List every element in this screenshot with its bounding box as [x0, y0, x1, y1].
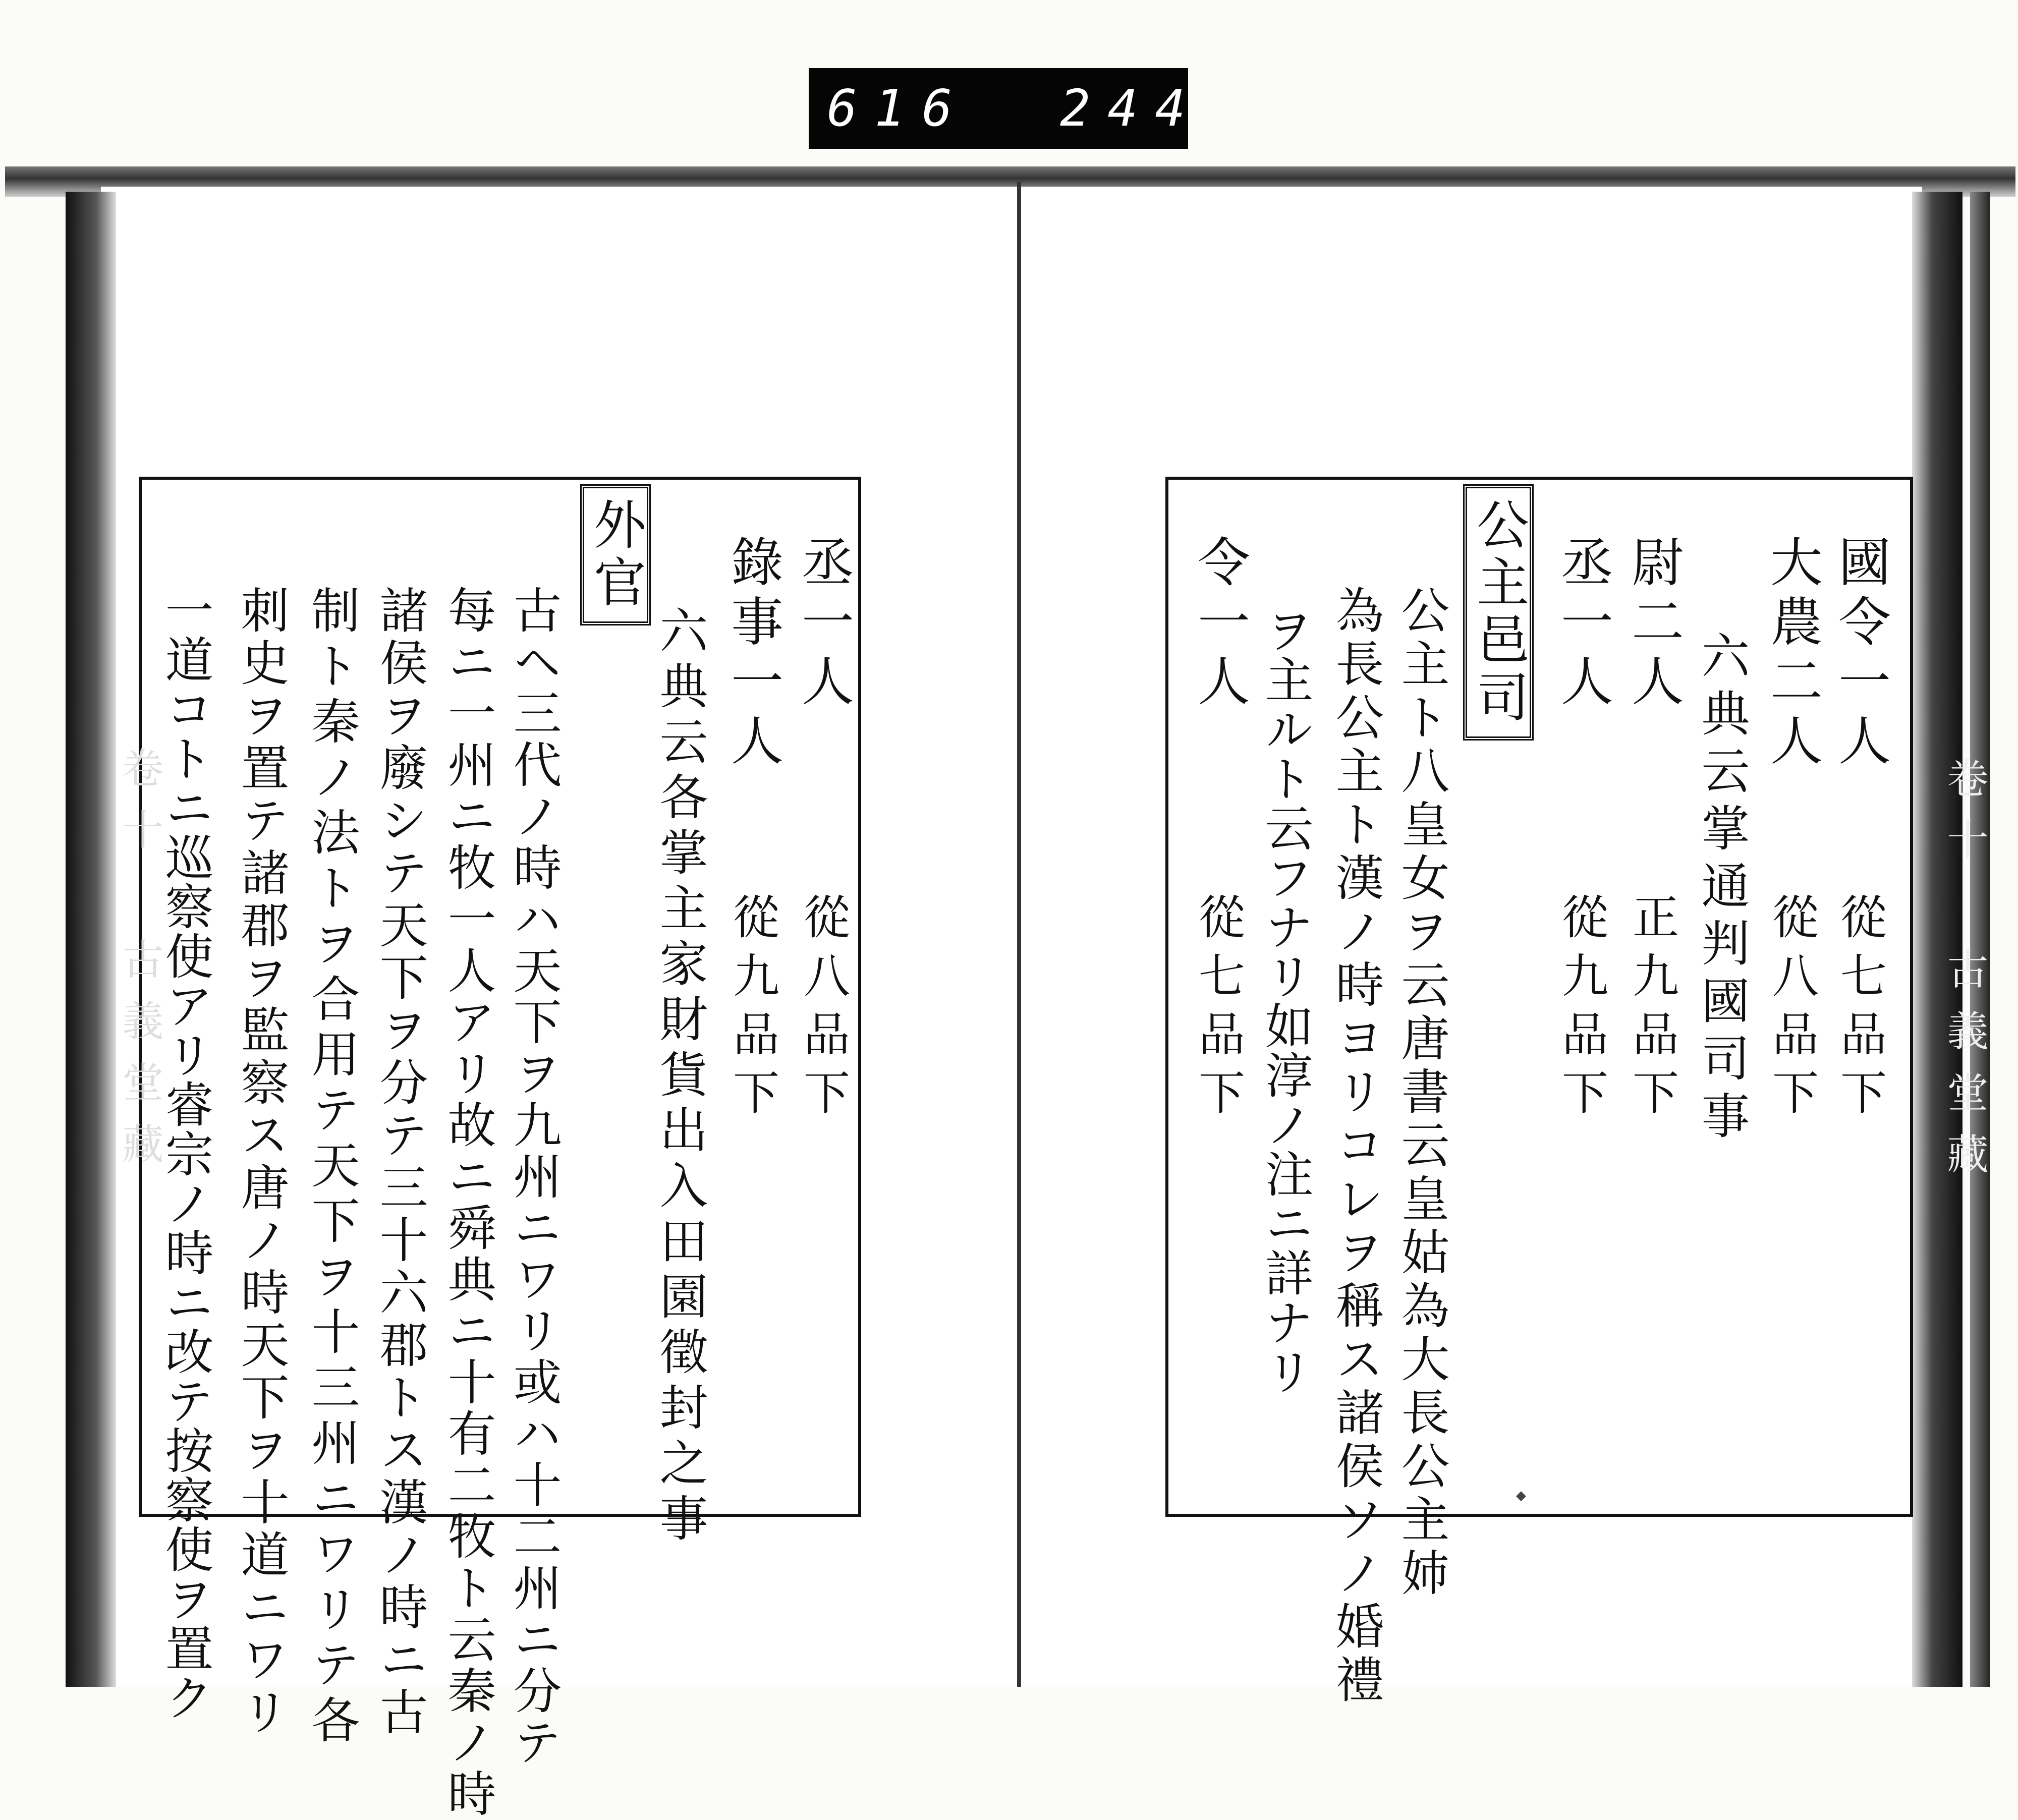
- left-margin-text: 卷十 古義堂藏: [116, 747, 163, 1184]
- right-margin-text: 卷十 古義堂藏: [1940, 757, 1988, 1194]
- right-col-7: 公主ト八皇女ヲ云唐書云皇姑為大長公主姉: [1393, 585, 1450, 1601]
- right-col-9: ヲ主ルト云フナリ如淳ノ注ニ詳ナリ: [1257, 605, 1314, 1396]
- left-col-9: 刺史ヲ置テ諸郡ヲ監察ス唐ノ時天下ヲ十道ニワリ: [233, 585, 290, 1739]
- right-col-5-rank: 從九品下: [1554, 893, 1608, 1127]
- catalog-number-right: 244: [1060, 79, 1203, 138]
- left-col-8: 制ト秦ノ法トヲ合用テ天下ヲ十三州ニワリテ各: [304, 585, 360, 1750]
- left-col-2: 錄事一人: [722, 535, 783, 773]
- paper-mark: ◆: [1516, 1488, 1526, 1503]
- right-col-4: 尉二人: [1622, 535, 1684, 713]
- right-col-8: 為長公主ト漢ノ時ヨリコレヲ稱ス諸侯ソノ婚禮: [1328, 585, 1384, 1708]
- catalog-number-left: 616: [827, 79, 970, 138]
- right-col-2-rank: 從八品下: [1765, 893, 1819, 1127]
- catalog-label: [809, 68, 1203, 149]
- left-col-10: 一道コトニ巡察使アリ睿宗ノ時ニ改テ按察使ヲ置ク: [157, 585, 214, 1722]
- left-col-2-rank: 從九品下: [725, 893, 779, 1127]
- right-col-4-rank: 正九品下: [1625, 893, 1679, 1127]
- right-col-1-rank: 從七品下: [1833, 893, 1887, 1127]
- right-col-3: 六典云掌通判國司事: [1694, 631, 1750, 1148]
- right-col-2: 大農二人: [1761, 535, 1823, 773]
- left-heading-outer-officials: 外官: [580, 484, 651, 625]
- left-col-7: 諸侯ヲ廢シテ天下ヲ分テ三十六郡トス漢ノ時ニ古: [372, 585, 428, 1739]
- left-col-3: 六典云各掌主家財貨出入田園徵封之事: [652, 605, 708, 1549]
- right-col-1: 國令一人: [1829, 535, 1891, 773]
- right-col-10: 令一人: [1189, 535, 1250, 713]
- left-col-1-rank: 從八品下: [796, 893, 850, 1127]
- book-spine: [1017, 182, 1021, 1687]
- right-col-5: 丞一人: [1552, 535, 1613, 713]
- left-page-outer-edge: [66, 192, 116, 1687]
- left-col-5: 古ヘ三代ノ時ハ天下ヲ九州ニワリ或ハ十二州ニ分テ: [506, 585, 562, 1769]
- left-col-6: 每ニ一州ニ牧一人アリ故ニ舜典ニ十有二牧ト云秦ノ時: [440, 585, 496, 1820]
- left-col-1: 丞一人: [793, 535, 854, 713]
- right-col-10-rank: 從七品下: [1191, 893, 1245, 1127]
- right-heading-princess-office: 公主邑司: [1463, 484, 1534, 741]
